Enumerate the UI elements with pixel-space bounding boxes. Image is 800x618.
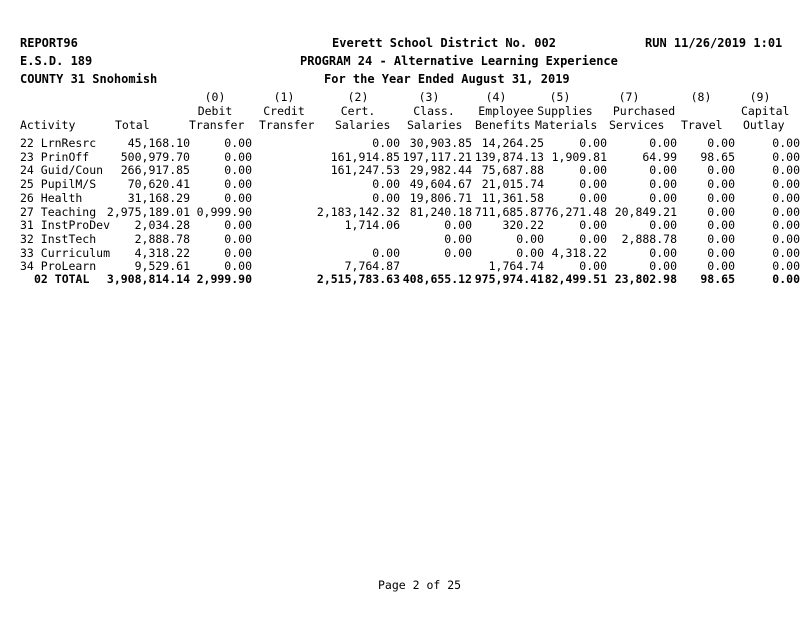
- col-label: Travel: [681, 118, 723, 132]
- value-cell-c8: 98.65: [700, 272, 735, 286]
- value-cell-c0: 0.00: [224, 177, 252, 192]
- run-datetime: RUN 11/26/2019 1:01: [645, 36, 783, 50]
- value-cell-c8: 0.00: [707, 218, 735, 233]
- table-row: [0, 219, 800, 232]
- value-cell-c5: 1,909.81: [551, 149, 607, 164]
- value-cell-c8: 98.65: [700, 149, 735, 164]
- value-cell-total: 4,318.22: [134, 245, 190, 260]
- column-label-row-1: [0, 105, 800, 118]
- value-cell-c7: 0.00: [649, 163, 677, 178]
- value-cell-c4: 139,874.13: [474, 149, 544, 164]
- value-cell-total: 2,888.78: [134, 231, 190, 246]
- column-label-row-2: [0, 119, 800, 132]
- value-cell-c9: 0.00: [772, 204, 800, 219]
- col-number: (4): [485, 90, 507, 104]
- value-cell-c5: 76,271.48: [544, 204, 607, 219]
- value-cell-total: 45,168.10: [127, 136, 190, 150]
- value-cell-c7: 0.00: [649, 136, 677, 150]
- value-cell-c2: 161,247.53: [330, 163, 400, 178]
- value-cell-c9: 0.00: [772, 272, 800, 286]
- value-cell-c3: 0.00: [444, 218, 472, 233]
- col-label: Purchased: [612, 104, 676, 118]
- value-cell-c7: 64.99: [642, 149, 677, 164]
- value-cell-c9: 0.00: [772, 136, 800, 150]
- value-cell-total: 2,034.28: [134, 218, 190, 233]
- value-cell-total: 500,979.70: [120, 149, 190, 164]
- table-row: [0, 206, 800, 219]
- col-number: (8): [690, 90, 712, 104]
- value-cell-c0: 2,999.90: [196, 272, 252, 286]
- value-cell-c5: 0.00: [579, 177, 607, 192]
- table-row: [0, 247, 800, 260]
- value-cell-c8: 0.00: [707, 231, 735, 246]
- col-number: (3): [418, 90, 440, 104]
- value-cell-c0: 0.00: [224, 163, 252, 178]
- col-number: (1): [273, 90, 295, 104]
- value-cell-c9: 0.00: [772, 231, 800, 246]
- table-row: [0, 137, 800, 150]
- activity-cell: 26 Health: [20, 190, 83, 205]
- county-name: COUNTY 31 Snohomish: [20, 72, 158, 86]
- value-cell-c8: 0.00: [707, 204, 735, 219]
- activity-cell: 33 Curriculum: [20, 245, 111, 260]
- value-cell-total: 70,620.41: [127, 177, 190, 192]
- col-number: (9): [749, 90, 771, 104]
- value-cell-c7: 0.00: [649, 190, 677, 205]
- value-cell-c2: 7,764.87: [344, 259, 400, 274]
- value-cell-c2: 1,714.06: [344, 218, 400, 233]
- col-label-total: Total: [115, 118, 150, 132]
- esd-number: E.S.D. 189: [20, 54, 93, 68]
- value-cell-c5: 0.00: [579, 163, 607, 178]
- value-cell-c9: 0.00: [772, 190, 800, 205]
- col-number: (7): [618, 90, 640, 104]
- value-cell-c7: 0.00: [649, 259, 677, 274]
- activity-cell: 25 PupilM/S: [20, 177, 97, 192]
- value-cell-c3: 0.00: [444, 231, 472, 246]
- col-label: Outlay: [743, 118, 785, 132]
- activity-cell: 22 LrnResrc: [20, 136, 97, 150]
- value-cell-c5: 0.00: [579, 136, 607, 150]
- col-label: Class.: [413, 104, 455, 118]
- col-label-activity: Activity: [20, 118, 76, 132]
- column-number-row: [0, 91, 800, 104]
- activity-cell: 23 PrinOff: [20, 149, 90, 164]
- col-label: Supplies: [537, 104, 593, 118]
- value-cell-total: 3,908,814.14: [106, 272, 190, 286]
- table-row: [0, 192, 800, 205]
- col-label: Cert.: [340, 104, 376, 118]
- value-cell-c2: 2,515,783.63: [316, 272, 400, 286]
- program-name: PROGRAM 24 - Alternative Learning Experience: [300, 54, 618, 68]
- value-cell-c0: 0.00: [224, 245, 252, 260]
- value-cell-total: 2,975,189.01: [106, 204, 190, 219]
- value-cell-c4: 320.22: [502, 218, 544, 233]
- report-id: REPORT96: [20, 36, 78, 50]
- col-label: Credit: [263, 104, 305, 118]
- value-cell-c3: 19,806.71: [409, 190, 472, 205]
- value-cell-c8: 0.00: [707, 177, 735, 192]
- value-cell-c0: 0,999.90: [196, 204, 252, 219]
- value-cell-c4: 0.00: [516, 245, 544, 260]
- activity-cell: 32 InstTech: [20, 231, 97, 246]
- value-cell-c7: 23,802.98: [614, 272, 677, 286]
- value-cell-c5: 0.00: [579, 218, 607, 233]
- value-cell-c8: 0.00: [707, 245, 735, 260]
- value-cell-c9: 0.00: [772, 163, 800, 178]
- value-cell-c2: 0.00: [372, 177, 400, 192]
- value-cell-c8: 0.00: [707, 259, 735, 274]
- value-cell-c9: 0.00: [772, 218, 800, 233]
- value-cell-c3: 408,655.12: [402, 272, 472, 286]
- value-cell-c5: 82,499.51: [544, 272, 607, 286]
- value-cell-c4: 1,764.74: [488, 259, 544, 274]
- col-label: Capital: [741, 104, 790, 118]
- value-cell-c3: 29,982.44: [409, 163, 472, 178]
- value-cell-c3: 197,117.21: [402, 149, 472, 164]
- activity-cell: 24 Guid/Coun: [20, 163, 104, 178]
- value-cell-total: 31,168.29: [127, 190, 190, 205]
- col-label: Transfer: [259, 118, 315, 132]
- value-cell-c0: 0.00: [224, 190, 252, 205]
- col-label: Materials: [535, 118, 598, 132]
- value-cell-c2: 0.00: [372, 190, 400, 205]
- value-cell-c2: 161,914.85: [330, 149, 400, 164]
- value-cell-c5: 4,318.22: [551, 245, 607, 260]
- value-cell-c3: 49,604.67: [409, 177, 472, 192]
- page-number: Page 2 of 25: [378, 578, 462, 592]
- value-cell-c4: 21,015.74: [481, 177, 544, 192]
- col-label: Transfer: [189, 118, 245, 132]
- value-cell-c8: 0.00: [707, 136, 735, 150]
- table-row: [0, 178, 800, 191]
- col-number: (2): [347, 90, 369, 104]
- value-cell-c9: 0.00: [772, 149, 800, 164]
- value-cell-c5: 0.00: [579, 259, 607, 274]
- value-cell-c9: 0.00: [772, 245, 800, 260]
- col-label: Debit: [197, 104, 233, 118]
- col-label: Salaries: [335, 118, 391, 132]
- table-row: [0, 233, 800, 246]
- activity-cell: 02 TOTAL: [34, 272, 90, 286]
- value-cell-c7: 0.00: [649, 177, 677, 192]
- value-cell-c4: 75,687.88: [481, 163, 544, 178]
- col-label: Employee: [478, 104, 534, 118]
- value-cell-c9: 0.00: [772, 177, 800, 192]
- value-cell-total: 266,917.85: [120, 163, 190, 178]
- value-cell-total: 9,529.61: [134, 259, 190, 274]
- value-cell-c4: 975,974.41: [474, 272, 544, 286]
- col-label: Salaries: [407, 118, 463, 132]
- value-cell-c8: 0.00: [707, 163, 735, 178]
- table-total-row: [0, 273, 800, 286]
- value-cell-c4: 14,264.25: [481, 136, 544, 150]
- value-cell-c7: 20,849.21: [614, 204, 677, 219]
- value-cell-c0: 0.00: [224, 149, 252, 164]
- activity-cell: 31 InstProDev: [20, 218, 111, 233]
- value-cell-c2: 0.00: [372, 136, 400, 150]
- col-number: (0): [204, 90, 226, 104]
- value-cell-c7: 0.00: [649, 245, 677, 260]
- value-cell-c5: 0.00: [579, 231, 607, 246]
- fiscal-period: For the Year Ended August 31, 2019: [324, 72, 570, 86]
- value-cell-c3: 0.00: [444, 245, 472, 260]
- table-row: [0, 151, 800, 164]
- value-cell-c4: 0.00: [516, 231, 544, 246]
- col-number: (5): [549, 90, 571, 104]
- value-cell-c0: 0.00: [224, 136, 252, 150]
- table-row: [0, 164, 800, 177]
- value-cell-c5: 0.00: [579, 190, 607, 205]
- value-cell-c7: 0.00: [649, 218, 677, 233]
- activity-cell: 34 ProLearn: [20, 259, 97, 274]
- district-name: Everett School District No. 002: [332, 36, 556, 50]
- col-label: Services: [609, 118, 665, 132]
- value-cell-c2: 0.00: [372, 245, 400, 260]
- col-label: Benefits: [475, 118, 531, 132]
- value-cell-c0: 0.00: [224, 259, 252, 274]
- value-cell-c4: 11,361.58: [481, 190, 544, 205]
- value-cell-c3: 30,903.85: [409, 136, 472, 150]
- value-cell-c0: 0.00: [224, 218, 252, 233]
- value-cell-c7: 2,888.78: [621, 231, 677, 246]
- value-cell-c9: 0.00: [772, 259, 800, 274]
- value-cell-c4: 711,685.87: [474, 204, 544, 219]
- activity-cell: 27 Teaching: [20, 204, 97, 219]
- value-cell-c2: 2,183,142.32: [316, 204, 400, 219]
- value-cell-c0: 0.00: [224, 231, 252, 246]
- value-cell-c3: 81,240.18: [409, 204, 472, 219]
- value-cell-c8: 0.00: [707, 190, 735, 205]
